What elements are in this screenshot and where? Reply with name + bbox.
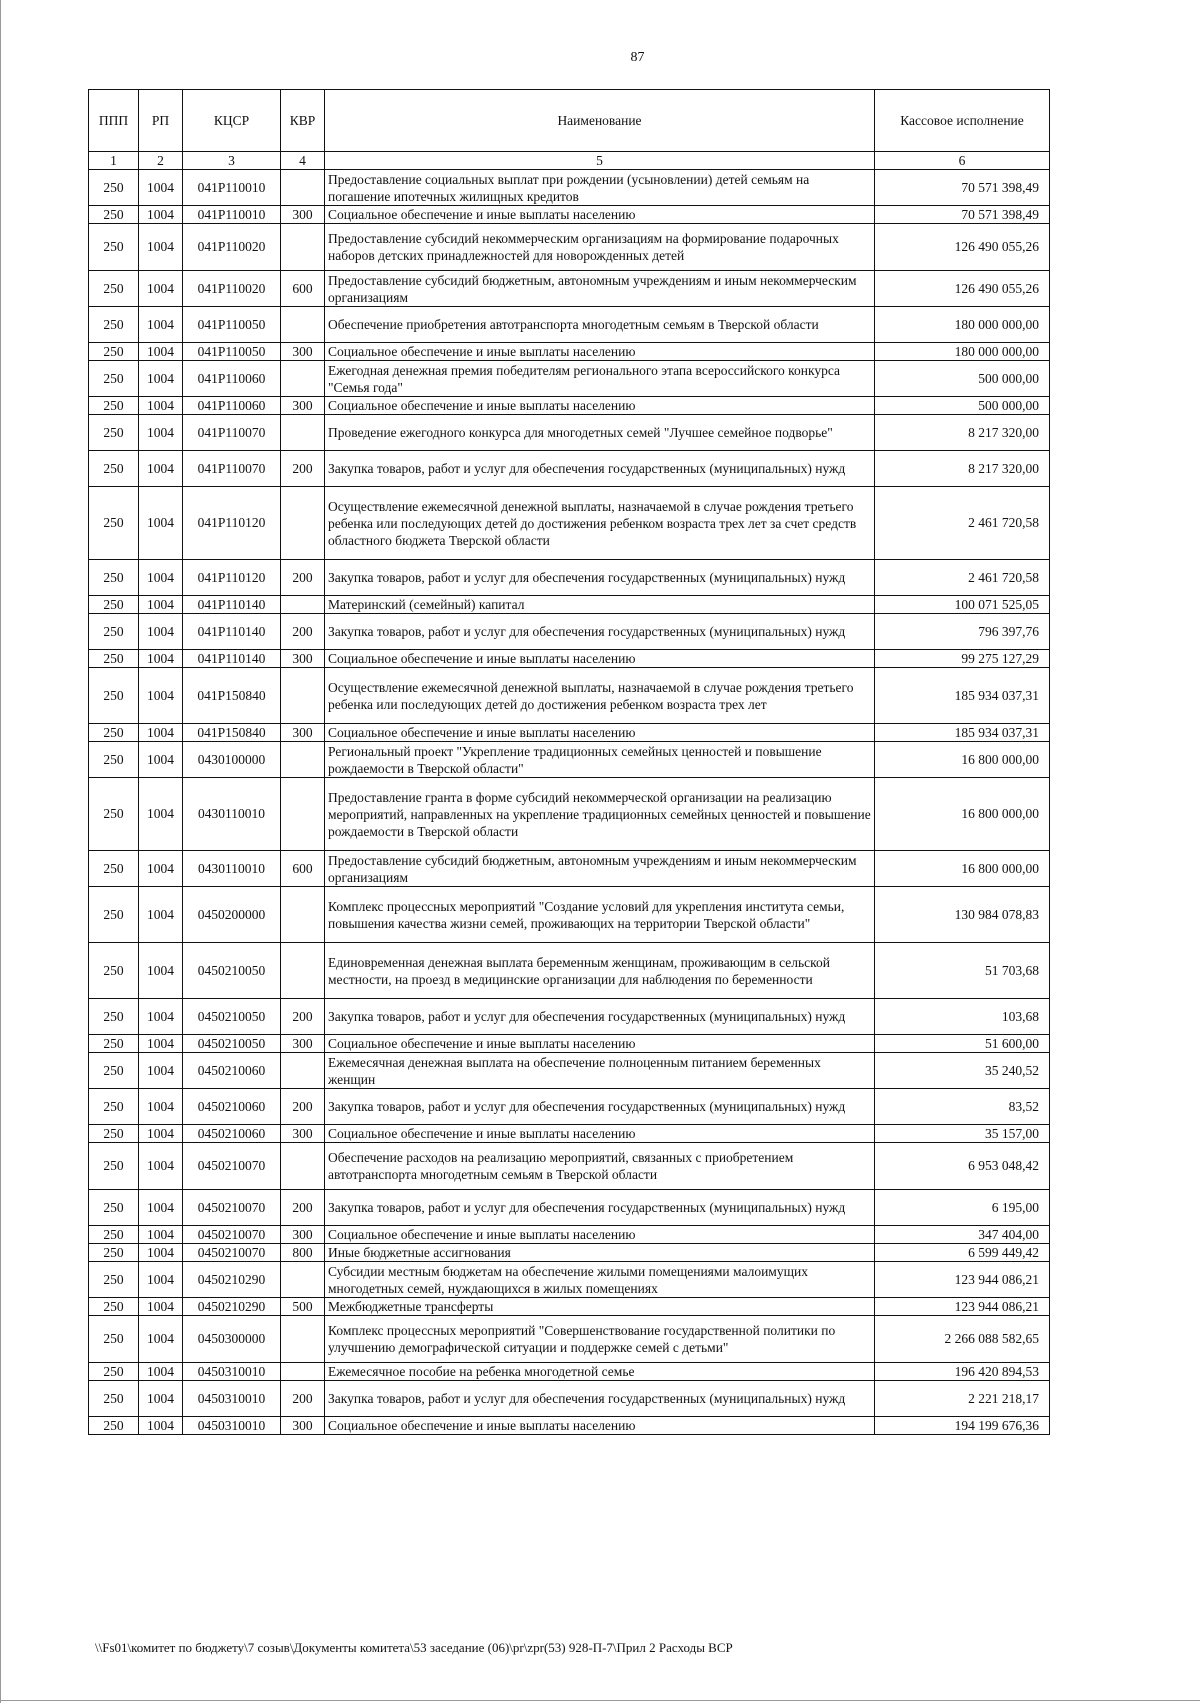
- cell-kvr: [281, 668, 325, 724]
- scan-bottom-edge: [0, 1700, 1200, 1701]
- cell-name: Осуществление ежемесячной денежной выплаты, назначаемой в случае рождения третьего ребенка или последующих детей до достижения ребенком возраста трех лет за счет средств областного бюджета Тверской области: [325, 487, 875, 560]
- cell-name: Предоставление социальных выплат при рождении (усыновлении) детей семьям на погашение ипотечных жилищных кредитов: [325, 170, 875, 206]
- cell-ppp: 250: [89, 1417, 139, 1435]
- cell-kcsr: 041P110140: [183, 596, 281, 614]
- cell-kcsr: 041P110050: [183, 343, 281, 361]
- cell-kcsr: 041P110140: [183, 614, 281, 650]
- cell-ppp: 250: [89, 271, 139, 307]
- cell-ppp: 250: [89, 487, 139, 560]
- cell-ppp: 250: [89, 206, 139, 224]
- cell-kvr: [281, 307, 325, 343]
- column-number: 4: [281, 152, 325, 170]
- cell-ppp: 250: [89, 742, 139, 778]
- table-row: [89, 415, 1050, 451]
- cell-kvr: [281, 1363, 325, 1381]
- cell-ppp: 250: [89, 343, 139, 361]
- cell-name: Комплекс процессных мероприятий "Совершенствование государственной политики по улучшению демографической ситуации и поддержке семей с детьми": [325, 1316, 875, 1363]
- cell-rp: 1004: [139, 224, 183, 271]
- header-name: Наименование: [325, 90, 875, 152]
- cell-ppp: 250: [89, 397, 139, 415]
- cell-kvr: 200: [281, 1190, 325, 1226]
- cell-amount: 35 157,00: [875, 1125, 1050, 1143]
- cell-ppp: 250: [89, 999, 139, 1035]
- cell-name: Закупка товаров, работ и услуг для обеспечения государственных (муниципальных) нужд: [325, 614, 875, 650]
- cell-amount: 100 071 525,05: [875, 596, 1050, 614]
- cell-name: Социальное обеспечение и иные выплаты населению: [325, 397, 875, 415]
- cell-amount: 51 703,68: [875, 943, 1050, 999]
- column-number: 5: [325, 152, 875, 170]
- table-row: [89, 1226, 1050, 1244]
- cell-amount: 2 266 088 582,65: [875, 1316, 1050, 1363]
- cell-rp: 1004: [139, 560, 183, 596]
- cell-name: Социальное обеспечение и иные выплаты населению: [325, 724, 875, 742]
- cell-amount: 83,52: [875, 1089, 1050, 1125]
- table-row: [89, 851, 1050, 887]
- cell-ppp: 250: [89, 1226, 139, 1244]
- cell-amount: 6 599 449,42: [875, 1244, 1050, 1262]
- cell-rp: 1004: [139, 1035, 183, 1053]
- cell-kvr: [281, 170, 325, 206]
- cell-kvr: [281, 487, 325, 560]
- cell-kcsr: 0450210070: [183, 1244, 281, 1262]
- cell-amount: 180 000 000,00: [875, 307, 1050, 343]
- table-row: [89, 487, 1050, 560]
- cell-rp: 1004: [139, 1262, 183, 1298]
- cell-kcsr: 0450200000: [183, 887, 281, 943]
- cell-kvr: [281, 887, 325, 943]
- cell-name: Обеспечение приобретения автотранспорта многодетным семьям в Тверской области: [325, 307, 875, 343]
- cell-kvr: [281, 361, 325, 397]
- cell-amount: 196 420 894,53: [875, 1363, 1050, 1381]
- cell-amount: 130 984 078,83: [875, 887, 1050, 943]
- cell-kvr: 300: [281, 724, 325, 742]
- cell-ppp: 250: [89, 1035, 139, 1053]
- table-row: [89, 560, 1050, 596]
- table-row: [89, 343, 1050, 361]
- cell-amount: 16 800 000,00: [875, 851, 1050, 887]
- cell-name: Региональный проект "Укрепление традиционных семейных ценностей и повышение рождаемости в Тверской области": [325, 742, 875, 778]
- cell-ppp: 250: [89, 170, 139, 206]
- cell-kvr: 200: [281, 560, 325, 596]
- cell-amount: 123 944 086,21: [875, 1262, 1050, 1298]
- cell-kcsr: 041P110120: [183, 560, 281, 596]
- cell-kcsr: 0430100000: [183, 742, 281, 778]
- table-header-row: [89, 90, 1050, 152]
- cell-kcsr: 041P110120: [183, 487, 281, 560]
- table-row: [89, 1089, 1050, 1125]
- cell-kcsr: 0450210070: [183, 1143, 281, 1190]
- cell-kcsr: 0450210060: [183, 1089, 281, 1125]
- budget-expenditure-table: [88, 89, 1050, 1435]
- cell-ppp: 250: [89, 650, 139, 668]
- cell-kvr: [281, 1143, 325, 1190]
- cell-rp: 1004: [139, 1244, 183, 1262]
- cell-kcsr: 041P110010: [183, 170, 281, 206]
- cell-ppp: 250: [89, 1125, 139, 1143]
- cell-ppp: 250: [89, 1089, 139, 1125]
- cell-ppp: 250: [89, 668, 139, 724]
- cell-amount: 70 571 398,49: [875, 170, 1050, 206]
- cell-name: Социальное обеспечение и иные выплаты населению: [325, 1125, 875, 1143]
- cell-kcsr: 0450210290: [183, 1262, 281, 1298]
- table-row: [89, 271, 1050, 307]
- cell-amount: 6 953 048,42: [875, 1143, 1050, 1190]
- table-row: [89, 206, 1050, 224]
- cell-ppp: 250: [89, 1363, 139, 1381]
- cell-amount: 8 217 320,00: [875, 415, 1050, 451]
- cell-name: Осуществление ежемесячной денежной выплаты, назначаемой в случае рождения третьего ребенка или последующих детей до достижения ребенком возраста трех лет: [325, 668, 875, 724]
- cell-kvr: 200: [281, 614, 325, 650]
- scan-left-edge: [0, 0, 1, 1703]
- cell-kvr: [281, 778, 325, 851]
- cell-kvr: [281, 943, 325, 999]
- column-number: 1: [89, 152, 139, 170]
- cell-name: Предоставление субсидий бюджетным, автономным учреждениям и иным некоммерческим организациям: [325, 851, 875, 887]
- table-row: [89, 999, 1050, 1035]
- cell-kcsr: 0450210070: [183, 1226, 281, 1244]
- column-number: 3: [183, 152, 281, 170]
- cell-kvr: 300: [281, 1125, 325, 1143]
- cell-ppp: 250: [89, 887, 139, 943]
- cell-amount: 500 000,00: [875, 397, 1050, 415]
- table-row: [89, 650, 1050, 668]
- cell-kvr: [281, 1053, 325, 1089]
- cell-amount: 99 275 127,29: [875, 650, 1050, 668]
- cell-kvr: 300: [281, 1226, 325, 1244]
- cell-kvr: 600: [281, 851, 325, 887]
- cell-amount: 103,68: [875, 999, 1050, 1035]
- table-row: [89, 1143, 1050, 1190]
- cell-name: Проведение ежегодного конкурса для многодетных семей "Лучшее семейное подворье": [325, 415, 875, 451]
- cell-rp: 1004: [139, 415, 183, 451]
- cell-rp: 1004: [139, 596, 183, 614]
- table-row: [89, 451, 1050, 487]
- cell-rp: 1004: [139, 887, 183, 943]
- cell-amount: 123 944 086,21: [875, 1298, 1050, 1316]
- table-row: [89, 614, 1050, 650]
- cell-kvr: [281, 224, 325, 271]
- cell-name: Закупка товаров, работ и услуг для обеспечения государственных (муниципальных) нужд: [325, 1089, 875, 1125]
- cell-rp: 1004: [139, 1190, 183, 1226]
- cell-kvr: 300: [281, 1035, 325, 1053]
- cell-ppp: 250: [89, 1190, 139, 1226]
- cell-rp: 1004: [139, 1226, 183, 1244]
- cell-amount: 51 600,00: [875, 1035, 1050, 1053]
- table-row: [89, 224, 1050, 271]
- cell-amount: 6 195,00: [875, 1190, 1050, 1226]
- cell-kcsr: 041P110070: [183, 451, 281, 487]
- cell-kvr: [281, 415, 325, 451]
- cell-ppp: 250: [89, 1316, 139, 1363]
- table-row: [89, 1363, 1050, 1381]
- cell-name: Единовременная денежная выплата беременным женщинам, проживающим в сельской местности, на проезд в медицинские организации для наблюдения по беременности: [325, 943, 875, 999]
- cell-name: Закупка товаров, работ и услуг для обеспечения государственных (муниципальных) нужд: [325, 451, 875, 487]
- cell-rp: 1004: [139, 1053, 183, 1089]
- cell-kcsr: 0430110010: [183, 778, 281, 851]
- cell-kcsr: 0450210050: [183, 999, 281, 1035]
- table-row: [89, 1262, 1050, 1298]
- cell-name: Ежемесячная денежная выплата на обеспечение полноценным питанием беременных женщин: [325, 1053, 875, 1089]
- cell-rp: 1004: [139, 999, 183, 1035]
- cell-name: Ежегодная денежная премия победителям регионального этапа всероссийского конкурса "Семья года": [325, 361, 875, 397]
- table-row: [89, 1298, 1050, 1316]
- header-rp: РП: [139, 90, 183, 152]
- cell-rp: 1004: [139, 1125, 183, 1143]
- cell-name: Закупка товаров, работ и услуг для обеспечения государственных (муниципальных) нужд: [325, 1381, 875, 1417]
- cell-name: Социальное обеспечение и иные выплаты населению: [325, 1035, 875, 1053]
- cell-rp: 1004: [139, 397, 183, 415]
- cell-rp: 1004: [139, 1143, 183, 1190]
- cell-ppp: 250: [89, 1262, 139, 1298]
- cell-rp: 1004: [139, 650, 183, 668]
- cell-kcsr: 041P110060: [183, 361, 281, 397]
- cell-ppp: 250: [89, 361, 139, 397]
- cell-rp: 1004: [139, 742, 183, 778]
- cell-kcsr: 041P110010: [183, 206, 281, 224]
- cell-ppp: 250: [89, 724, 139, 742]
- cell-rp: 1004: [139, 343, 183, 361]
- cell-name: Ежемесячное пособие на ребенка многодетной семье: [325, 1363, 875, 1381]
- cell-rp: 1004: [139, 271, 183, 307]
- table-row: [89, 668, 1050, 724]
- table-row: [89, 1417, 1050, 1435]
- cell-kcsr: 0450310010: [183, 1417, 281, 1435]
- cell-kcsr: 041P150840: [183, 724, 281, 742]
- table-row: [89, 307, 1050, 343]
- header-amount: Кассовое исполнение: [875, 90, 1050, 152]
- table-row: [89, 778, 1050, 851]
- cell-ppp: 250: [89, 1381, 139, 1417]
- cell-kvr: 800: [281, 1244, 325, 1262]
- cell-amount: 8 217 320,00: [875, 451, 1050, 487]
- cell-rp: 1004: [139, 1316, 183, 1363]
- cell-name: Субсидии местным бюджетам на обеспечение жилыми помещениями малоимущих многодетных семей, нуждающихся в жилых помещениях: [325, 1262, 875, 1298]
- cell-amount: 126 490 055,26: [875, 271, 1050, 307]
- cell-amount: 126 490 055,26: [875, 224, 1050, 271]
- cell-rp: 1004: [139, 361, 183, 397]
- cell-name: Социальное обеспечение и иные выплаты населению: [325, 206, 875, 224]
- cell-kvr: 300: [281, 650, 325, 668]
- cell-rp: 1004: [139, 451, 183, 487]
- cell-ppp: 250: [89, 614, 139, 650]
- cell-kcsr: 041P110070: [183, 415, 281, 451]
- cell-kvr: 200: [281, 451, 325, 487]
- cell-name: Обеспечение расходов на реализацию мероприятий, связанных с приобретением автотранспорта многодетным семьям в Тверской области: [325, 1143, 875, 1190]
- table-row: [89, 1381, 1050, 1417]
- cell-rp: 1004: [139, 614, 183, 650]
- cell-name: Предоставление субсидий некоммерческим организациям на формирование подарочных наборов детских принадлежностей для новорожденных детей: [325, 224, 875, 271]
- cell-kcsr: 041P110020: [183, 224, 281, 271]
- cell-ppp: 250: [89, 560, 139, 596]
- cell-kcsr: 0450300000: [183, 1316, 281, 1363]
- cell-rp: 1004: [139, 1363, 183, 1381]
- cell-ppp: 250: [89, 307, 139, 343]
- cell-ppp: 250: [89, 224, 139, 271]
- cell-kvr: [281, 1262, 325, 1298]
- cell-name: Комплекс процессных мероприятий "Создание условий для укрепления института семьи, повышения качества жизни семей, проживающих на территории Тверской области": [325, 887, 875, 943]
- cell-amount: 796 397,76: [875, 614, 1050, 650]
- cell-amount: 194 199 676,36: [875, 1417, 1050, 1435]
- cell-name: Предоставление субсидий бюджетным, автономным учреждениям и иным некоммерческим организациям: [325, 271, 875, 307]
- cell-rp: 1004: [139, 206, 183, 224]
- cell-kvr: 300: [281, 397, 325, 415]
- cell-rp: 1004: [139, 851, 183, 887]
- cell-ppp: 250: [89, 1143, 139, 1190]
- cell-ppp: 250: [89, 1053, 139, 1089]
- cell-kcsr: 0430110010: [183, 851, 281, 887]
- cell-amount: 2 221 218,17: [875, 1381, 1050, 1417]
- table-row: [89, 170, 1050, 206]
- cell-amount: 185 934 037,31: [875, 724, 1050, 742]
- cell-rp: 1004: [139, 170, 183, 206]
- table-row: [89, 943, 1050, 999]
- table-row: [89, 1316, 1050, 1363]
- header-kcsr: КЦСР: [183, 90, 281, 152]
- footer-file-path: \\Fs01\комитет по бюджету\7 созыв\Документы комитета\53 заседание (06)\pr\zpr(53) 928-П-7\Прил 2 Расходы ВСР: [95, 1640, 733, 1655]
- cell-kvr: 300: [281, 1417, 325, 1435]
- cell-rp: 1004: [139, 487, 183, 560]
- cell-kvr: 200: [281, 1089, 325, 1125]
- cell-kcsr: 0450210050: [183, 943, 281, 999]
- cell-kvr: 300: [281, 343, 325, 361]
- cell-ppp: 250: [89, 451, 139, 487]
- cell-name: Материнский (семейный) капитал: [325, 596, 875, 614]
- cell-rp: 1004: [139, 724, 183, 742]
- cell-name: Закупка товаров, работ и услуг для обеспечения государственных (муниципальных) нужд: [325, 1190, 875, 1226]
- cell-kcsr: 0450210070: [183, 1190, 281, 1226]
- cell-kcsr: 041P150840: [183, 668, 281, 724]
- cell-amount: 180 000 000,00: [875, 343, 1050, 361]
- cell-amount: 16 800 000,00: [875, 742, 1050, 778]
- header-ppp: ППП: [89, 90, 139, 152]
- table-row: [89, 742, 1050, 778]
- cell-amount: 35 240,52: [875, 1053, 1050, 1089]
- cell-rp: 1004: [139, 778, 183, 851]
- cell-name: Закупка товаров, работ и услуг для обеспечения государственных (муниципальных) нужд: [325, 560, 875, 596]
- cell-kcsr: 041P110060: [183, 397, 281, 415]
- cell-name: Социальное обеспечение и иные выплаты населению: [325, 650, 875, 668]
- table-row: [89, 1053, 1050, 1089]
- cell-kvr: [281, 596, 325, 614]
- table-row: [89, 1244, 1050, 1262]
- cell-name: Социальное обеспечение и иные выплаты населению: [325, 1417, 875, 1435]
- cell-rp: 1004: [139, 668, 183, 724]
- table-row: [89, 1190, 1050, 1226]
- cell-rp: 1004: [139, 1298, 183, 1316]
- cell-rp: 1004: [139, 307, 183, 343]
- cell-ppp: 250: [89, 851, 139, 887]
- cell-kcsr: 0450210290: [183, 1298, 281, 1316]
- cell-ppp: 250: [89, 778, 139, 851]
- cell-kcsr: 041P110140: [183, 650, 281, 668]
- cell-kvr: [281, 1316, 325, 1363]
- cell-amount: 2 461 720,58: [875, 487, 1050, 560]
- cell-kvr: 500: [281, 1298, 325, 1316]
- cell-rp: 1004: [139, 943, 183, 999]
- page-number: 87: [630, 50, 645, 65]
- cell-ppp: 250: [89, 1298, 139, 1316]
- cell-kcsr: 0450310010: [183, 1381, 281, 1417]
- cell-name: Иные бюджетные ассигнования: [325, 1244, 875, 1262]
- cell-name: Межбюджетные трансферты: [325, 1298, 875, 1316]
- cell-kvr: 200: [281, 999, 325, 1035]
- cell-amount: 347 404,00: [875, 1226, 1050, 1244]
- cell-kcsr: 0450210060: [183, 1053, 281, 1089]
- table-row: [89, 596, 1050, 614]
- table-row: [89, 724, 1050, 742]
- table-row: [89, 397, 1050, 415]
- cell-amount: 2 461 720,58: [875, 560, 1050, 596]
- table-row: [89, 887, 1050, 943]
- table-row: [89, 1035, 1050, 1053]
- cell-amount: 185 934 037,31: [875, 668, 1050, 724]
- cell-kcsr: 041P110020: [183, 271, 281, 307]
- cell-kcsr: 0450210050: [183, 1035, 281, 1053]
- cell-rp: 1004: [139, 1417, 183, 1435]
- cell-name: Закупка товаров, работ и услуг для обеспечения государственных (муниципальных) нужд: [325, 999, 875, 1035]
- cell-name: Социальное обеспечение и иные выплаты населению: [325, 1226, 875, 1244]
- cell-kvr: 300: [281, 206, 325, 224]
- cell-ppp: 250: [89, 1244, 139, 1262]
- cell-name: Социальное обеспечение и иные выплаты населению: [325, 343, 875, 361]
- column-number: 6: [875, 152, 1050, 170]
- cell-name: Предоставление гранта в форме субсидий некоммерческой организации на реализацию мероприятий, направленных на укрепление традиционных семейных ценностей и повышение рождаемости в Тверской области: [325, 778, 875, 851]
- table-body: [89, 170, 1050, 1435]
- cell-ppp: 250: [89, 415, 139, 451]
- cell-rp: 1004: [139, 1381, 183, 1417]
- cell-kcsr: 0450310010: [183, 1363, 281, 1381]
- cell-kcsr: 0450210060: [183, 1125, 281, 1143]
- cell-amount: 16 800 000,00: [875, 778, 1050, 851]
- header-kvr: КВР: [281, 90, 325, 152]
- table-row: [89, 361, 1050, 397]
- cell-ppp: 250: [89, 943, 139, 999]
- cell-kvr: 200: [281, 1381, 325, 1417]
- cell-kcsr: 041P110050: [183, 307, 281, 343]
- table-row: [89, 1125, 1050, 1143]
- cell-kvr: 600: [281, 271, 325, 307]
- cell-rp: 1004: [139, 1089, 183, 1125]
- column-number: 2: [139, 152, 183, 170]
- cell-kvr: [281, 742, 325, 778]
- cell-ppp: 250: [89, 596, 139, 614]
- cell-amount: 70 571 398,49: [875, 206, 1050, 224]
- column-number-row: [89, 152, 1050, 170]
- cell-amount: 500 000,00: [875, 361, 1050, 397]
